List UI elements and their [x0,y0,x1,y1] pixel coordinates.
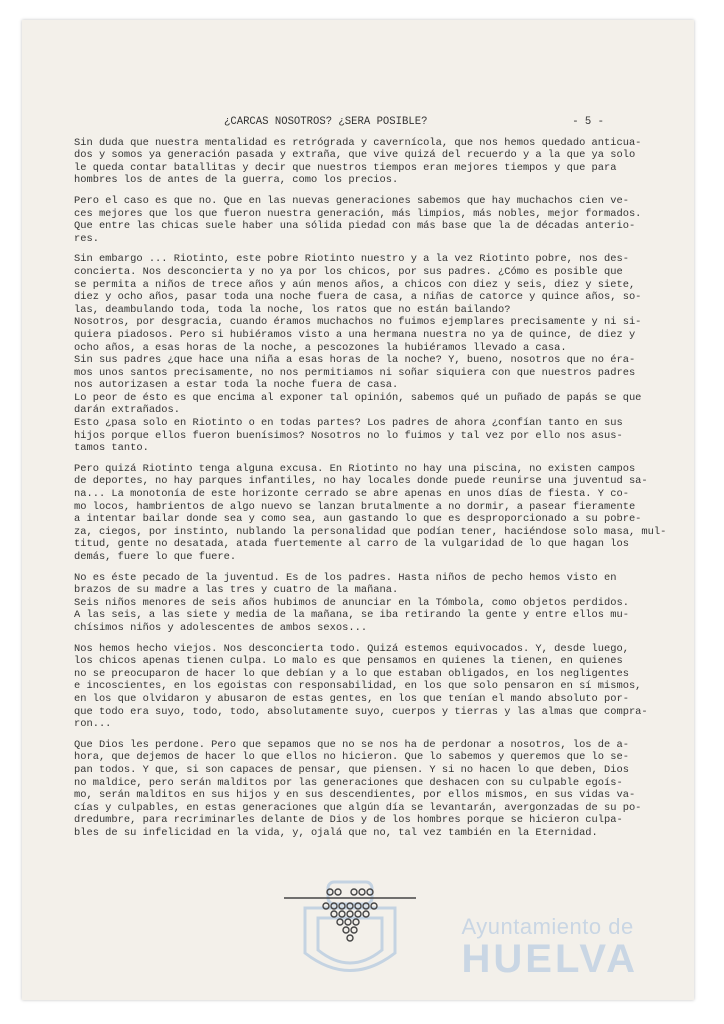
text-line: a intentar bailar donde sea y como sea, aun gastando lo que es desproporcionado a su pobre- [74,513,642,526]
text-line: Esto ¿pasa solo en Riotinto o en todas partes? Los padres de ahora ¿confían tanto en sus [74,417,623,430]
text-line: Pero quizá Riotinto tenga alguna excusa. En Riotinto no hay una piscina, no existen campos [74,462,636,475]
paragraph [74,253,666,455]
paragraph [74,739,666,840]
text-line: tamos tanto. [74,442,149,455]
text-line: No es éste pecado de la juventud. Es de los padres. Hasta niños de pecho hemos visto en [74,571,617,584]
text-line: los chicos apenas tienen culpa. Lo malo es que pensamos en quienes la tienen, en quienes [74,655,623,668]
text-line: res. [74,232,99,245]
text-line: quiera piadosos. Pero si hubiéramos visto a una hermana nuestra no ya de quince, de diez y [74,328,636,341]
text-line: mo locos, hambrientos de algo nuevo se lanzan brutalmente a no dormir, a pasear fieramente [74,500,636,513]
text-line: se permita a niños de trece años y aún menos años, a chicos con diez y seis, diez y siete, [74,278,636,291]
text-line: de deportes, no hay parques infantiles, no hay locales donde puede reunirse una juventud sa- [74,475,648,488]
text-line: mos unos santos precisamente, no nos permitiamos ni soñar siquiera con que nuestros padres [74,366,636,379]
text-line: no maldice, pero serán malditos por las generaciones que deshacen con su culpable egoís- [74,776,623,789]
paragraph [74,463,666,564]
text-line: brazos de su madre a las tres y cuatro de la mañana. [74,584,399,597]
watermark-line-1: Ayuntamiento de [461,914,634,939]
text-line: demás, fuere lo que fuere. [74,551,237,563]
text-line: na... La monotonía de este horizonte cerrado se abre apenas en unos días de fiesta. Y co- [74,488,629,501]
paragraph [74,643,666,731]
text-line: dredumbre, para recriminarles delante de Dios y de los hombres porque se hicieron culpa- [74,814,623,827]
text-line: ron... [74,718,112,731]
text-line: que todo era suyo, todo, todo, absolutamente suyo, cuerpos y tierras y las almas que compra- [74,705,648,718]
paragraph [74,137,666,187]
text-line: Que Dios les perdone. Pero que sepamos que no se nos ha de perdonar a nosotros, los de a- [74,738,629,751]
text-line: mo, serán malditos en sus hijos y en sus descendientes, por ellos mismos, en sus vidas va- [74,789,636,802]
text-line: A las seis, a las siete y media de la mañana, se iba retirando la gente y entre ellos mu- [74,609,629,622]
text-line: Sin embargo ... Riotinto, este pobre Riotinto nuestro y a la vez Riotinto pobre, nos des- [74,253,629,266]
text-line: e incoscientes, en los egoistas con responsabilidad, en los que solo pensaron en sí mismos, [74,680,642,693]
text-line: darán extrañados. [74,404,181,417]
text-line: hora, que dejemos de hacer lo que ellos no hicieron. Que lo sabemos y queremos que lo se- [74,751,629,764]
text-line: hombres los de antes de la guerra, como los precios. [74,174,399,187]
text-line: en los que olvidaron y abusaron de estas gentes, en los que tenían el mando absoluto por- [74,692,629,705]
text-line: Sin duda que nuestra mentalidad es retrógrada y cavernícola, que nos hemos quedado anticua- [74,136,642,149]
text-line: Sin sus padres ¿que hace una niña a esas horas de la noche? Y, bueno, nosotros que no éra- [74,354,636,367]
municipal-seal-stamp [270,868,430,988]
page-number: - 5 - [572,116,604,128]
text-line: pan todos. Y que, si son capaces de pensar, que piensen. Y si no hacen lo que deben, Dios [74,763,629,776]
text-line: hijos porque ellos fueron buenísimos? Nosotros no lo fuimos y tal vez por ello nos asus- [74,429,623,442]
text-line: Lo peor de ésto es que encima al exponer tal opinión, sabemos qué un puñado de papás se que [74,391,642,404]
paragraph-list [74,137,666,840]
text-line: Pero el caso es que no. Que en las nuevas generaciones sabemos que hay muchachos cien ve- [74,194,629,207]
text-line: diez y ocho años, pasar toda una noche fuera de casa, a niñas de catorce y quince años, so- [74,291,642,304]
watermark-line-2: HUELVA [461,937,638,981]
text-line: las, deambulando toda, toda la noche, los ratos que no están bailando? [74,303,511,316]
text-line: Seis niños menores de seis años hubimos de anunciar en la Tómbola, como objetos perdidos. [74,596,629,609]
text-line: ces mejores que los que fueron nuestra generación, más limpios, más nobles, mejor formados. [74,207,642,220]
document-page [22,20,694,1000]
text-line: le queda contar batallitas y decir que nuestros tiempos eran mejores tiempos y que para [74,161,617,174]
text-line: Nos hemos hecho viejos. Nos desconcierta todo. Quizá estemos equivocados. Y, desde luego, [74,642,629,655]
document-body [74,116,666,847]
text-line: chísimos niños y adolescentes de ambos sexos... [74,621,368,634]
text-line: za, ciegos, por instinto, nublando la personalidad que podían tener, haciéndose solo masa, mul- [74,525,667,538]
paragraph [74,195,666,245]
text-line: concierta. Nos desconcierta y no ya por los chicos, por sus padres. ¿Cómo es posible que [74,265,623,278]
text-line: Que entre las chicas suele haber una sólida piedad con más base que la de décadas anterio- [74,220,636,233]
document-header [224,116,604,129]
text-line: dos y somos ya generación pasada y extraña, que vive quizá del recuerdo y a la que ya solo [74,149,636,162]
text-line: titud, gente no desatada, atada fuertemente al carro de la vulgaridad de lo que hagan los [74,538,629,551]
archive-watermark [461,914,638,981]
text-line: cías y culpables, en estas generaciones que algún día se levantarán, avergonzadas de su po- [74,801,642,814]
text-line: ocho años, a esas horas de la noche, a pescozones la hubiéramos llevado a casa. [74,341,567,354]
text-line: no se preocuparon de hacer lo que debían y a lo que estaban obligados, en los negligentes [74,667,629,680]
text-line: bles de su infelicidad en la vida, y, ojalá que no, tal vez también en la Eternidad. [74,826,598,839]
paragraph [74,572,666,635]
document-title: ¿CARCAS NOSOTROS? ¿SERA POSIBLE? [224,116,428,128]
text-line: Nosotros, por desgracia, cuando éramos muchachos no fuimos ejemplares precisamente y ni si- [74,316,642,329]
text-line: nos autorizasen a estar toda la noche fuera de casa. [74,379,399,392]
